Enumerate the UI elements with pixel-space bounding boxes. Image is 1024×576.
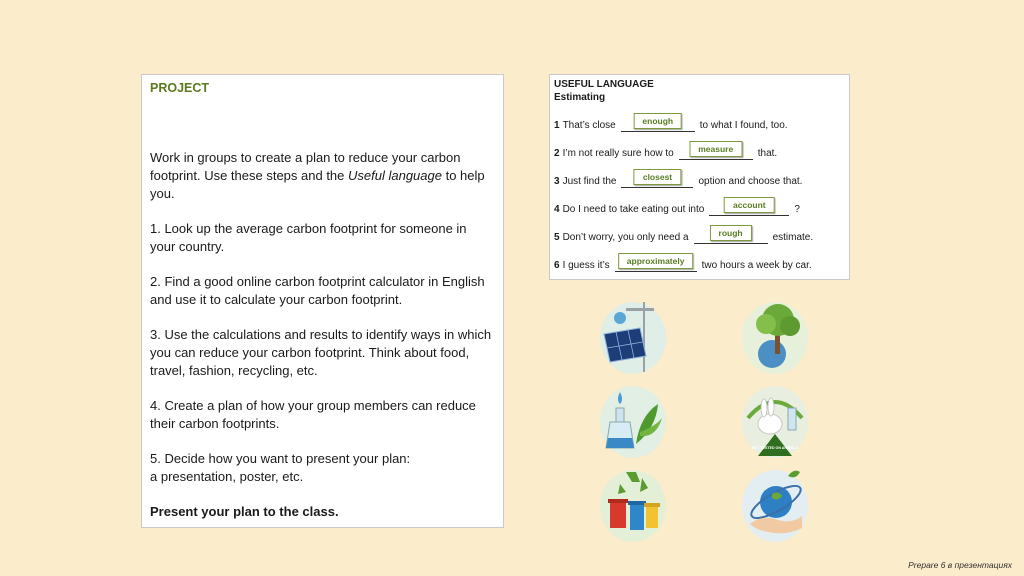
item-number: 3 — [554, 175, 560, 187]
answer-blank — [621, 174, 693, 188]
useful-item — [554, 117, 788, 133]
useful-item — [554, 229, 813, 245]
item-after: estimate. — [772, 231, 814, 243]
project-panel — [141, 74, 504, 528]
item-number: 6 — [554, 259, 560, 271]
answer-chip[interactable]: measure — [689, 141, 742, 157]
item-before: That’s close — [562, 119, 616, 131]
step-2: 2. Find a good online carbon footprint calculator in English and use it to calculate your carbon footprint. — [150, 274, 485, 307]
item-before: Do I need to take eating out into — [562, 203, 705, 215]
project-closing: Present your plan to the class. — [150, 504, 339, 519]
useful-item — [554, 173, 802, 189]
answer-blank — [694, 230, 768, 244]
badge-label: NOT TESTED ON ANIMALS — [751, 446, 799, 450]
answer-blank — [615, 258, 697, 272]
item-number: 4 — [554, 203, 560, 215]
intro-text-end: to help you. — [150, 168, 485, 201]
answer-chip[interactable]: enough — [633, 113, 682, 129]
useful-item — [554, 145, 777, 161]
useful-subheading: Estimating — [554, 92, 606, 103]
answer-blank — [679, 146, 753, 160]
item-number: 1 — [554, 119, 560, 131]
hand-globe-icon — [738, 462, 812, 544]
item-before: I guess it’s — [562, 259, 610, 271]
tree-globe-icon — [738, 294, 812, 376]
answer-blank — [621, 118, 695, 132]
answer-chip[interactable]: approximately — [618, 253, 694, 269]
project-intro — [150, 149, 495, 203]
intro-text: Work in groups to create a plan to reduce your carbon footprint. Use these steps and the — [150, 150, 461, 183]
not-tested-on-animals-icon — [738, 378, 812, 460]
step-5-line1: 5. Decide how you want to present your plan: — [150, 451, 411, 466]
answer-blank — [709, 202, 789, 216]
intro-emphasis: Useful language — [348, 168, 442, 183]
useful-language-panel — [549, 74, 850, 280]
item-before: Don’t worry, you only need a — [562, 231, 689, 243]
item-after: that. — [757, 147, 778, 159]
step-4: 4. Create a plan of how your group members can reduce their carbon footprints. — [150, 398, 476, 431]
leaf-flask-icon — [596, 378, 670, 460]
project-title: PROJECT — [150, 81, 210, 95]
item-after: option and choose that. — [698, 175, 803, 187]
step-3: 3. Use the calculations and results to identify ways in which you can reduce your carbon footprint. Think about food, travel, fashion, recycling, etc. — [150, 327, 492, 378]
item-number: 5 — [554, 231, 560, 243]
item-before: Just find the — [562, 175, 617, 187]
footer-credit: Prepare 6 в презентациях — [908, 560, 1012, 570]
item-after: two hours a week by car. — [701, 259, 812, 271]
item-after: to what I found, too. — [699, 119, 788, 131]
answer-chip[interactable]: closest — [634, 169, 681, 185]
useful-item — [554, 257, 812, 273]
item-before: I’m not really sure how to — [562, 147, 674, 159]
answer-chip[interactable]: account — [724, 197, 775, 213]
answer-chip[interactable]: rough — [710, 225, 752, 241]
solar-panel-icon — [596, 294, 670, 376]
item-after: ? — [794, 203, 800, 215]
step-5-line2: a presentation, poster, etc. — [150, 469, 304, 484]
recycling-bins-icon — [596, 462, 670, 544]
item-number: 2 — [554, 147, 560, 159]
step-1: 1. Look up the average carbon footprint for someone in your country. — [150, 221, 467, 254]
step-5 — [150, 450, 495, 486]
useful-item — [554, 201, 800, 217]
useful-heading: USEFUL LANGUAGE — [554, 79, 654, 90]
